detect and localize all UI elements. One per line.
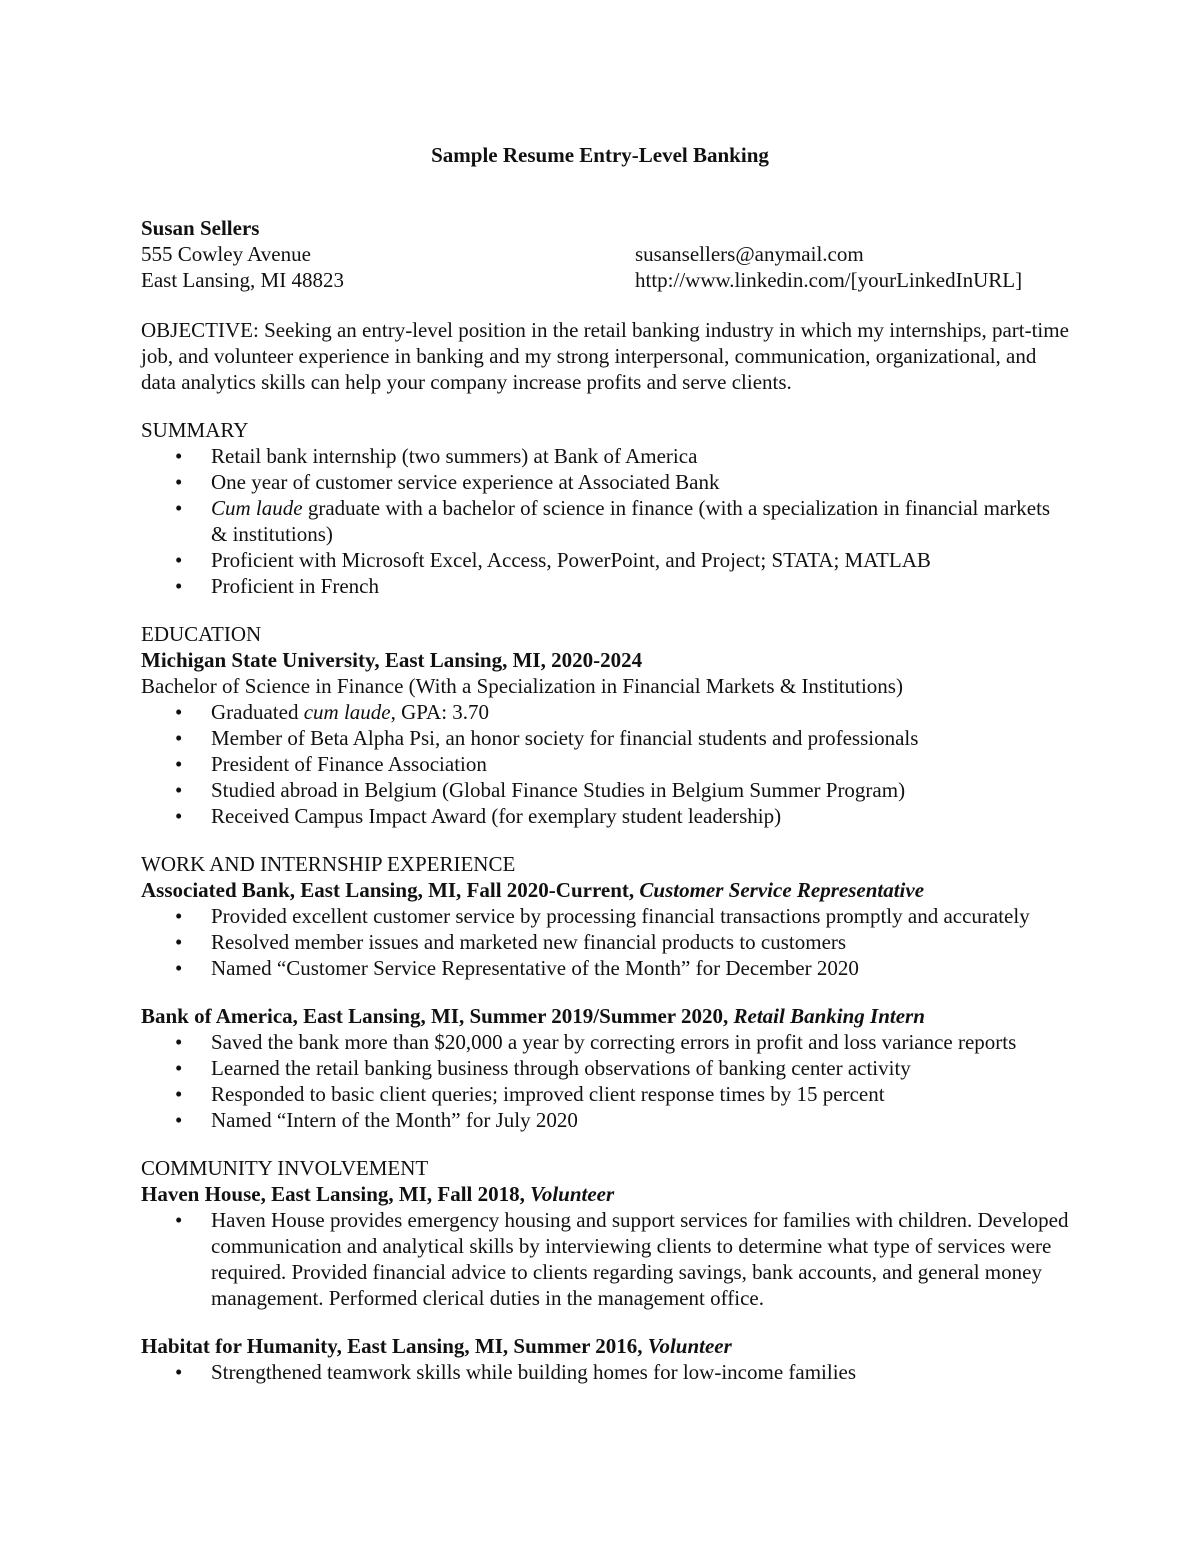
- bullet-icon: •: [175, 1030, 183, 1054]
- list-item-text: Proficient with Microsoft Excel, Access, PowerPoint, and Project; STATA; MATLAB: [211, 548, 931, 572]
- community-org: Haven House, East Lansing, MI, Fall 2018,: [141, 1182, 531, 1206]
- community-org: Habitat for Humanity, East Lansing, MI, Summer 2016,: [141, 1334, 648, 1358]
- list-item-text: Named “Intern of the Month” for July 2020: [211, 1108, 578, 1132]
- list-item: [141, 903, 1071, 929]
- job-role: Customer Service Representative: [639, 878, 925, 902]
- candidate-name: Susan Sellers: [141, 216, 260, 240]
- degree-line: Bachelor of Science in Finance (With a Specialization in Financial Markets & Institutions): [141, 674, 903, 698]
- job1-list: [141, 903, 1071, 981]
- bullet-icon: •: [175, 930, 183, 954]
- list-item: [141, 1081, 1071, 1107]
- bullet-icon: •: [175, 778, 183, 802]
- list-item-text: President of Finance Association: [211, 752, 487, 776]
- list-item: [141, 573, 1071, 599]
- list-item: [141, 443, 1071, 469]
- education-heading: EDUCATION: [141, 622, 262, 646]
- list-item-text: Learned the retail banking business through observations of banking center activity: [211, 1056, 911, 1080]
- list-item-text: Responded to basic client queries; improved client response times by 15 percent: [211, 1082, 885, 1106]
- list-item-text: Provided excellent customer service by processing financial transactions promptly and accurately: [211, 904, 1030, 928]
- job-entry-bank-of-america: [141, 1003, 1071, 1029]
- list-item: [141, 1107, 1071, 1133]
- list-item: [141, 929, 1071, 955]
- bullet-icon: •: [175, 956, 183, 980]
- resume-content: [141, 215, 1071, 1385]
- list-item: [141, 495, 1071, 547]
- community-role: Volunteer: [647, 1334, 732, 1358]
- bullet-icon: •: [175, 804, 183, 828]
- list-item-text: Saved the bank more than $20,000 a year by correcting errors in profit and loss variance reports: [211, 1030, 1017, 1054]
- job-entry-associated-bank: [141, 877, 1071, 903]
- bullet-icon: •: [175, 1056, 183, 1080]
- list-item-text: Proficient in French: [211, 574, 379, 598]
- list-item-text: One year of customer service experience at Associated Bank: [211, 470, 720, 494]
- bullet-icon: •: [175, 548, 183, 572]
- bullet-icon: •: [175, 1360, 183, 1384]
- list-item-text: Haven House provides emergency housing and support services for families with children. Developed communication and analytical skills by interviewing clients to determine what type of services were required. Provided financial advice to clients regarding savings, bank accounts, and general money management. Performed clerical duties in the management office.: [211, 1208, 1069, 1310]
- bullet-icon: •: [175, 574, 183, 598]
- job-org: Associated Bank, East Lansing, MI, Fall 2020-Current,: [141, 878, 640, 902]
- list-item-text: Retail bank internship (two summers) at Bank of America: [211, 444, 698, 468]
- bullet-icon: •: [175, 700, 183, 724]
- summary-list: [141, 443, 1071, 599]
- list-item-text: Received Campus Impact Award (for exemplary student leadership): [211, 804, 782, 828]
- list-item: [141, 803, 1071, 829]
- bullet-icon: •: [175, 496, 183, 520]
- education-list: [141, 699, 1071, 829]
- list-item-emphasis: Cum laude: [211, 496, 303, 520]
- list-item-emphasis: cum laude: [303, 700, 391, 724]
- list-item-text: Graduated: [211, 700, 304, 724]
- list-item-text: Studied abroad in Belgium (Global Finance Studies in Belgium Summer Program): [211, 778, 906, 802]
- list-item: [141, 1029, 1071, 1055]
- address-line-2: East Lansing, MI 48823: [141, 268, 344, 292]
- bullet-icon: •: [175, 1208, 183, 1232]
- bullet-icon: •: [175, 1082, 183, 1106]
- list-item-text: graduate with a bachelor of science in finance (with a specialization in financial markets & institutions): [211, 496, 1051, 546]
- list-item-text: , GPA: 3.70: [390, 700, 490, 724]
- list-item: [141, 1359, 1071, 1385]
- list-item: [141, 955, 1071, 981]
- document-title: Sample Resume Entry-Level Banking: [431, 143, 769, 167]
- list-item-text: Named “Customer Service Representative of the Month” for December 2020: [211, 956, 859, 980]
- email-address: susansellers@anymail.com: [635, 242, 864, 266]
- work-heading: WORK AND INTERNSHIP EXPERIENCE: [141, 852, 516, 876]
- bullet-icon: •: [175, 470, 183, 494]
- list-item: [141, 725, 1071, 751]
- list-item: [141, 699, 1071, 725]
- bullet-icon: •: [175, 726, 183, 750]
- list-item-text: Member of Beta Alpha Psi, an honor society for financial students and professionals: [211, 726, 919, 750]
- community-entry-haven-house: [141, 1181, 1071, 1207]
- job-role: Retail Banking Intern: [733, 1004, 925, 1028]
- community-role: Volunteer: [530, 1182, 615, 1206]
- linkedin-url: http://www.linkedin.com/[yourLinkedInURL]: [635, 268, 1023, 292]
- objective-label: OBJECTIVE:: [141, 318, 259, 342]
- school-entry: Michigan State University, East Lansing, MI, 2020-2024: [141, 648, 643, 672]
- list-item: [141, 1055, 1071, 1081]
- community-heading: COMMUNITY INVOLVEMENT: [141, 1156, 429, 1180]
- summary-heading: SUMMARY: [141, 418, 249, 442]
- list-item: [141, 469, 1071, 495]
- address-line-1: 555 Cowley Avenue: [141, 242, 311, 266]
- community-entry-habitat: [141, 1333, 1071, 1359]
- bullet-icon: •: [175, 444, 183, 468]
- list-item-text: Resolved member issues and marketed new financial products to customers: [211, 930, 847, 954]
- objective-paragraph: [141, 317, 1071, 395]
- bullet-icon: •: [175, 752, 183, 776]
- list-item: [141, 777, 1071, 803]
- community1-list: [141, 1207, 1071, 1311]
- bullet-icon: •: [175, 1108, 183, 1132]
- list-item: [141, 751, 1071, 777]
- contact-row-1: [141, 241, 1071, 267]
- community2-list: [141, 1359, 1071, 1385]
- job-org: Bank of America, East Lansing, MI, Summer 2019/Summer 2020,: [141, 1004, 734, 1028]
- list-item: [141, 547, 1071, 573]
- objective-text: Seeking an entry-level position in the retail banking industry in which my internships, part-time job, and volunteer experience in banking and my strong interpersonal, communication, organizational, and data analytics skills can help your company increase profits and serve clients.: [141, 318, 1069, 394]
- job2-list: [141, 1029, 1071, 1133]
- list-item: [141, 1207, 1071, 1311]
- bullet-icon: •: [175, 904, 183, 928]
- list-item-text: Strengthened teamwork skills while building homes for low-income families: [211, 1360, 857, 1384]
- contact-row-2: [141, 267, 1071, 293]
